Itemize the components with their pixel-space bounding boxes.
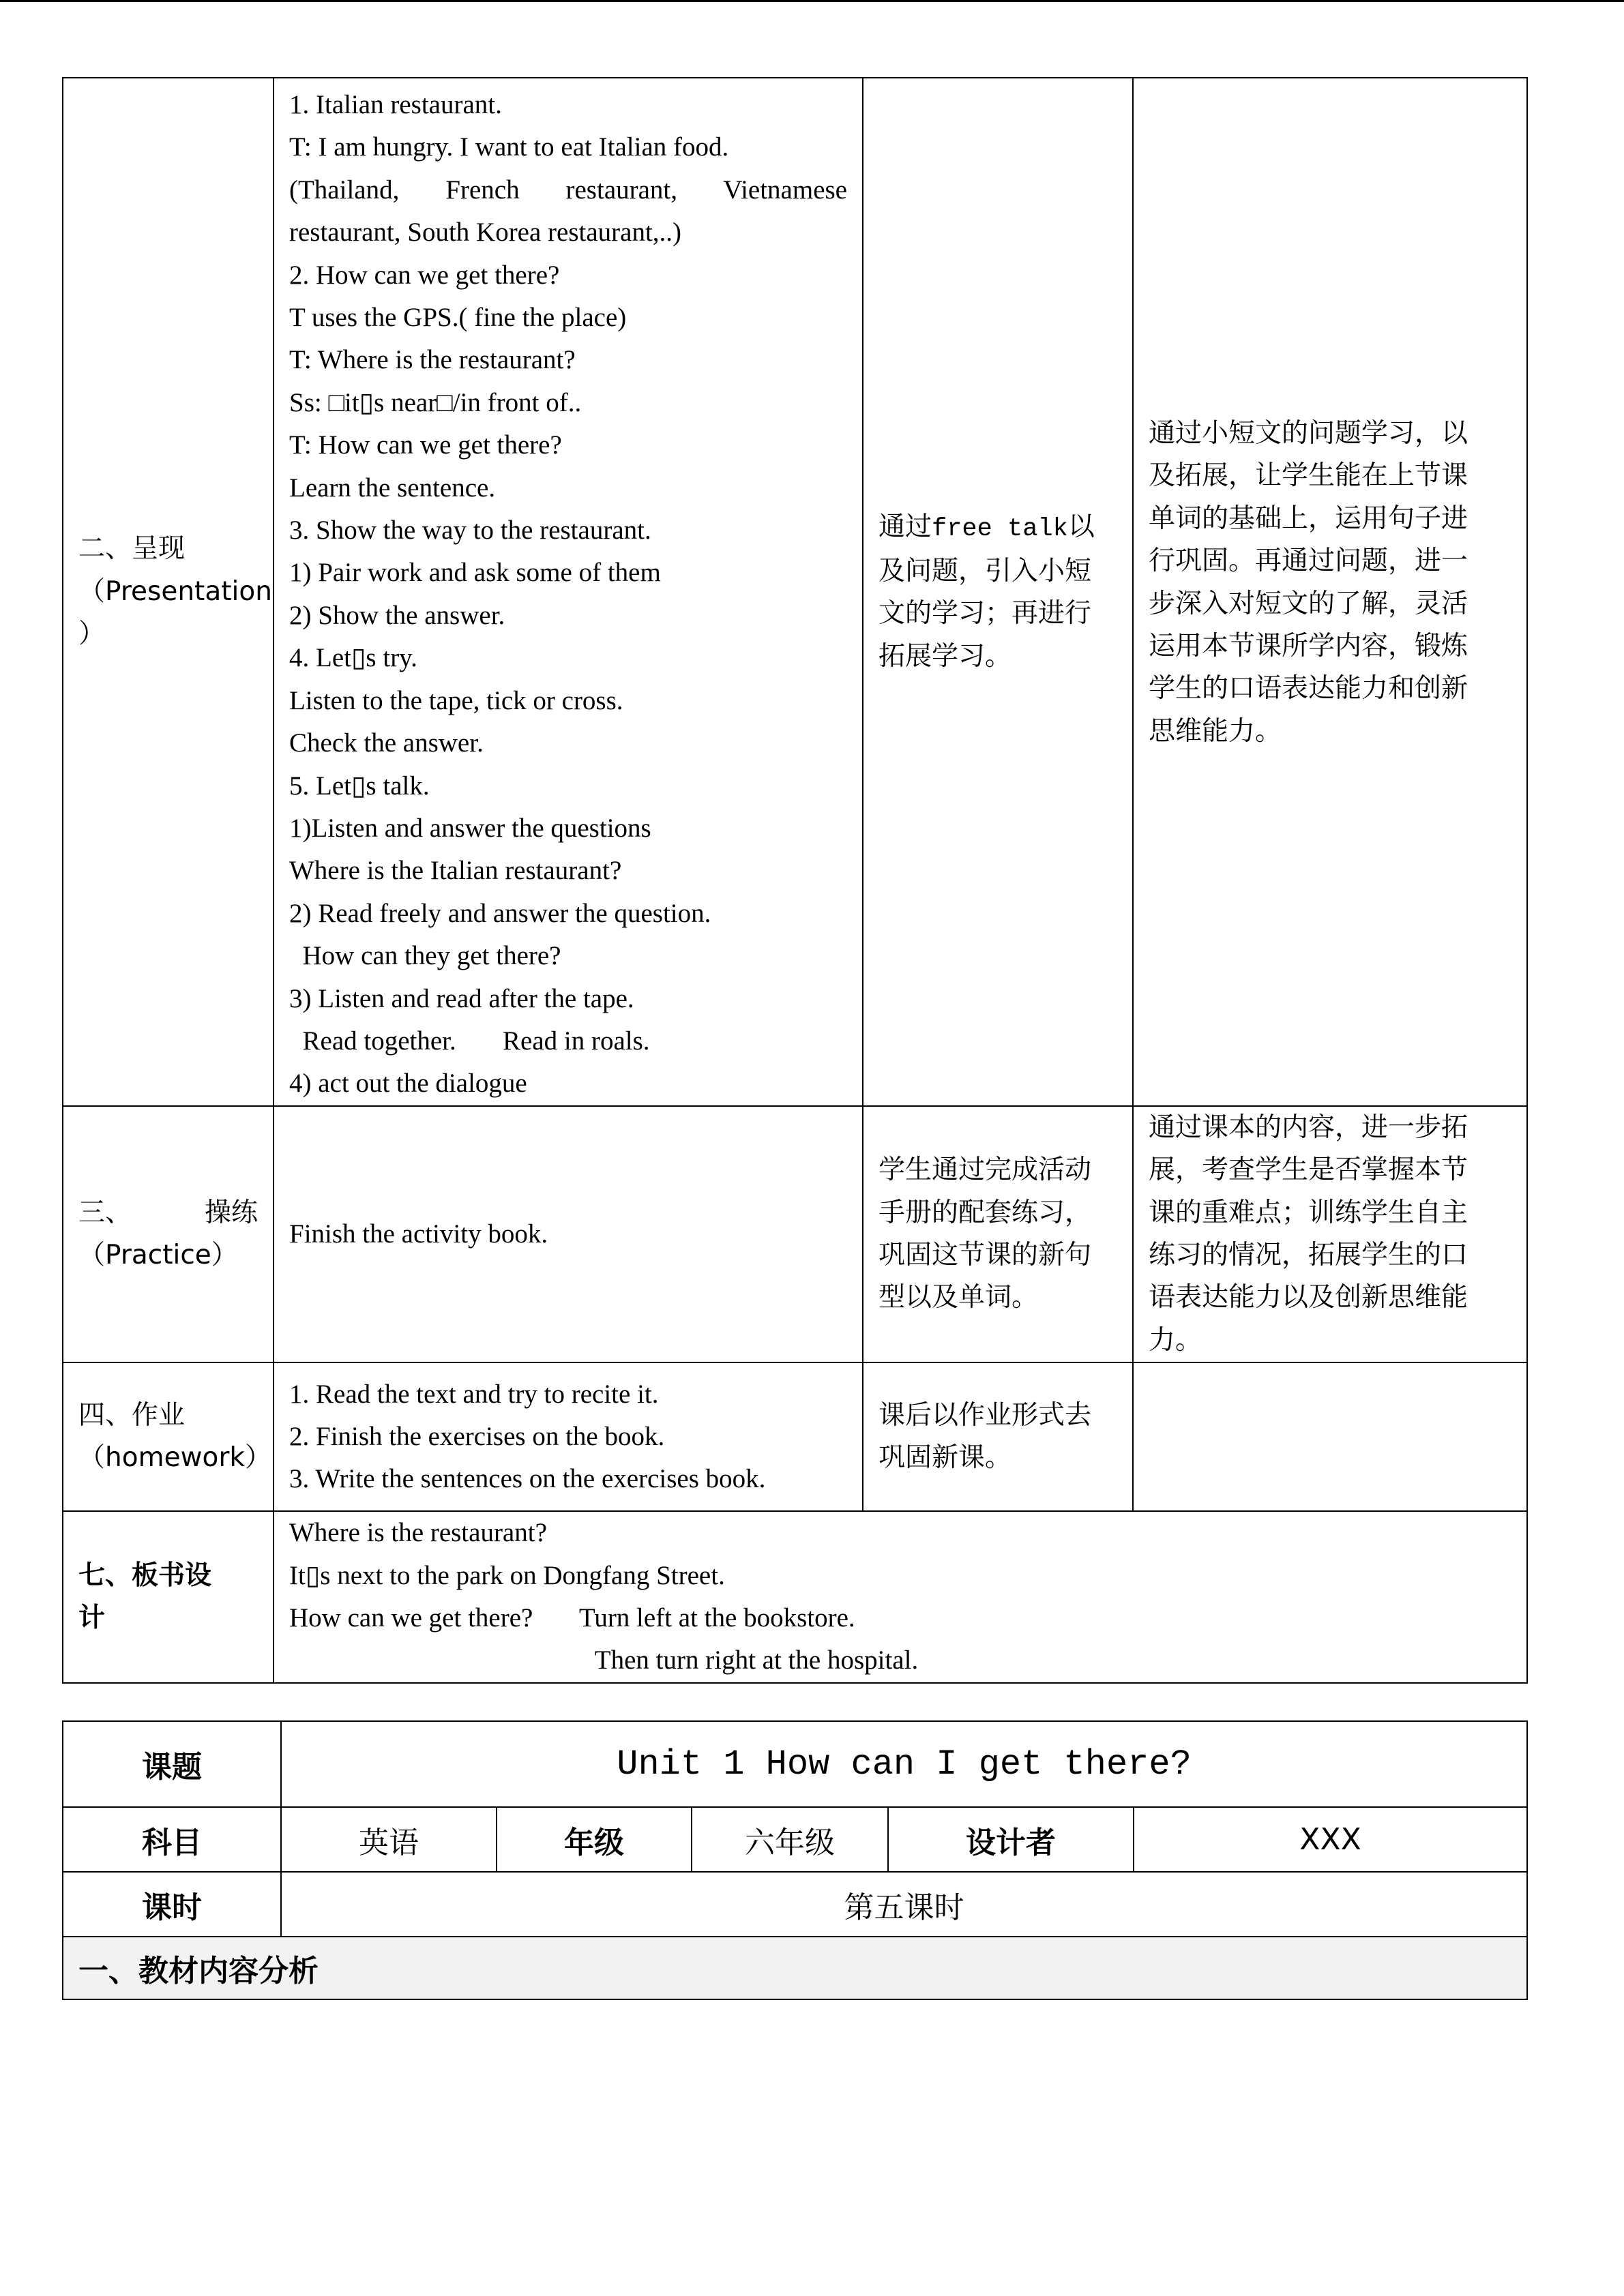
step-line: 2. How can we get there?	[289, 260, 560, 290]
activity-line: 课后以作业形式去	[879, 1399, 1092, 1431]
period-row	[63, 1872, 1527, 1937]
stage-title: 操练	[204, 1197, 258, 1228]
presentation-steps-cell	[274, 78, 863, 1106]
activity-term: free talk	[932, 514, 1068, 543]
presentation-activity-cell	[863, 78, 1133, 1106]
board-content-cell	[274, 1511, 1527, 1683]
activity-line: 型以及单词。	[879, 1282, 1039, 1313]
stage-line: 计	[78, 1602, 106, 1633]
step-line: restaurant, South Korea restaurant,..)	[289, 218, 682, 248]
homework-activity-cell	[863, 1362, 1133, 1511]
step-line: Check the answer.	[289, 728, 484, 758]
homework-stage-cell	[63, 1362, 274, 1511]
step-line: T: How can we get there?	[289, 430, 562, 460]
stage-line: （Presentation	[78, 576, 272, 607]
step-line: 3. Write the sentences on the exercises book.	[289, 1464, 766, 1494]
period-label: 课时	[63, 1872, 281, 1937]
step-line: T: I am hungry. I want to eat Italian food.	[289, 132, 729, 162]
step-line: 1)Listen and answer the questions	[289, 813, 651, 843]
activity-line: 文的学习；再进行	[879, 598, 1092, 629]
step-line: How can they get there?	[289, 941, 561, 971]
activity-line: 及问题，引入小短	[879, 555, 1092, 586]
intent-line: 力。	[1149, 1324, 1202, 1356]
page-top-border	[0, 0, 1624, 2]
intent-line: 步深入对短文的了解，灵活	[1149, 588, 1468, 619]
practice-activity-cell	[863, 1106, 1133, 1362]
activity-line: 巩固新课。	[879, 1442, 1012, 1474]
practice-intent-cell	[1133, 1106, 1527, 1362]
intent-line: 通过课本的内容，进一步拓	[1149, 1112, 1468, 1143]
board-line: Then turn right at the hospital.	[289, 1645, 919, 1675]
topic-value: Unit 1 How can I get there?	[281, 1721, 1527, 1807]
grade-label: 年级	[497, 1807, 692, 1872]
step-line: Ss: □it▯s near□/in front of..	[289, 387, 582, 417]
step-line: 5. Let▯s talk.	[289, 771, 430, 801]
intent-line: 单词的基础上，运用句子进	[1149, 503, 1468, 534]
step-line: 1. Read the text and try to recite it.	[289, 1379, 659, 1409]
section-row	[63, 1937, 1527, 1999]
activity-line	[879, 506, 1117, 550]
stage-line: ）	[78, 618, 106, 650]
activity-line: 拓展学习。	[879, 640, 1012, 672]
intent-line: 通过小短文的问题学习，以	[1149, 418, 1468, 449]
stage-line: 七、板书设	[78, 1560, 212, 1591]
intent-line: 展，考查学生是否掌握本节	[1149, 1154, 1468, 1186]
activity-line: 手册的配套练习，	[879, 1197, 1092, 1228]
activity-line: 巩固这节课的新句	[879, 1239, 1092, 1270]
intent-line: 行巩固。再通过问题，进一	[1149, 546, 1468, 577]
step-line: 1. Italian restaurant.	[289, 90, 502, 119]
intent-line: 思维能力。	[1149, 715, 1282, 747]
stage-line: （Practice）	[78, 1239, 238, 1270]
step-line: 2) Show the answer.	[289, 600, 505, 630]
step-line: Read together. Read in roals.	[289, 1026, 650, 1056]
step-line: T uses the GPS.( fine the place)	[289, 303, 627, 333]
step-line: 4. Let▯s try.	[289, 643, 417, 673]
board-stage-cell	[63, 1511, 274, 1683]
step-line: 2) Read freely and answer the question.	[289, 898, 711, 928]
board-line: Where is the restaurant?	[289, 1518, 547, 1548]
presentation-row	[63, 78, 1527, 1106]
practice-row	[63, 1106, 1527, 1362]
homework-intent-cell	[1133, 1362, 1527, 1511]
board-line: How can we get there? Turn left at the bookstore.	[289, 1603, 855, 1632]
stage-number: 三、	[78, 1197, 132, 1228]
designer-value: XXX	[1134, 1807, 1527, 1872]
subject-value: 英语	[281, 1807, 497, 1872]
topic-row	[63, 1721, 1527, 1807]
homework-row	[63, 1362, 1527, 1511]
stage-line: 二、呈现	[78, 533, 186, 565]
practice-stage-cell	[63, 1106, 274, 1362]
subject-row	[63, 1807, 1527, 1872]
step-line: Listen to the tape, tick or cross.	[289, 685, 623, 715]
topic-label: 课题	[63, 1721, 281, 1807]
stage-line: （homework）	[78, 1442, 271, 1474]
step-line: 3) Listen and read after the tape.	[289, 983, 634, 1013]
intent-line: 学生的口语表达能力和创新	[1149, 673, 1468, 704]
intent-line: 课的重难点；训练学生自主	[1149, 1197, 1468, 1228]
period-value: 第五课时	[281, 1872, 1527, 1937]
presentation-intent-cell	[1133, 78, 1527, 1106]
section-heading: 一、教材内容分析	[63, 1937, 1527, 1999]
board-line: It▯s next to the park on Dongfang Street.	[289, 1560, 725, 1590]
step-line: 3. Show the way to the restaurant.	[289, 516, 651, 546]
lesson-info-table	[62, 1720, 1528, 2000]
step-line: 1) Pair work and ask some of them	[289, 558, 661, 588]
board-design-row	[63, 1511, 1527, 1683]
step-line: T: Where is the restaurant?	[289, 345, 576, 375]
intent-line: 及拓展，让学生能在上节课	[1149, 460, 1468, 492]
grade-value: 六年级	[692, 1807, 888, 1872]
intent-line: 运用本节课所学内容，锻炼	[1149, 631, 1468, 662]
step-line: Finish the activity book.	[289, 1219, 548, 1249]
presentation-stage-cell	[63, 78, 274, 1106]
step-line: Where is the Italian restaurant?	[289, 856, 622, 886]
designer-label: 设计者	[888, 1807, 1134, 1872]
activity-text: 以	[1067, 511, 1095, 542]
homework-steps-cell	[274, 1362, 863, 1511]
step-line: 2. Finish the exercises on the book.	[289, 1421, 665, 1451]
practice-steps-cell	[274, 1106, 863, 1362]
subject-label: 科目	[63, 1807, 281, 1872]
stage-line	[78, 1192, 258, 1234]
activity-line: 学生通过完成活动	[879, 1154, 1092, 1186]
stage-line: 四、作业	[78, 1399, 186, 1431]
step-line: Learn the sentence.	[289, 473, 496, 503]
lesson-procedure-table	[62, 77, 1528, 1684]
intent-line: 语表达能力以及创新思维能	[1149, 1282, 1468, 1313]
activity-text: 通过	[879, 511, 932, 542]
step-line: (Thailand, French restaurant, Vietnamese	[289, 175, 847, 205]
intent-line: 练习的情况，拓展学生的口	[1149, 1239, 1468, 1270]
step-line: 4) act out the dialogue	[289, 1069, 527, 1099]
